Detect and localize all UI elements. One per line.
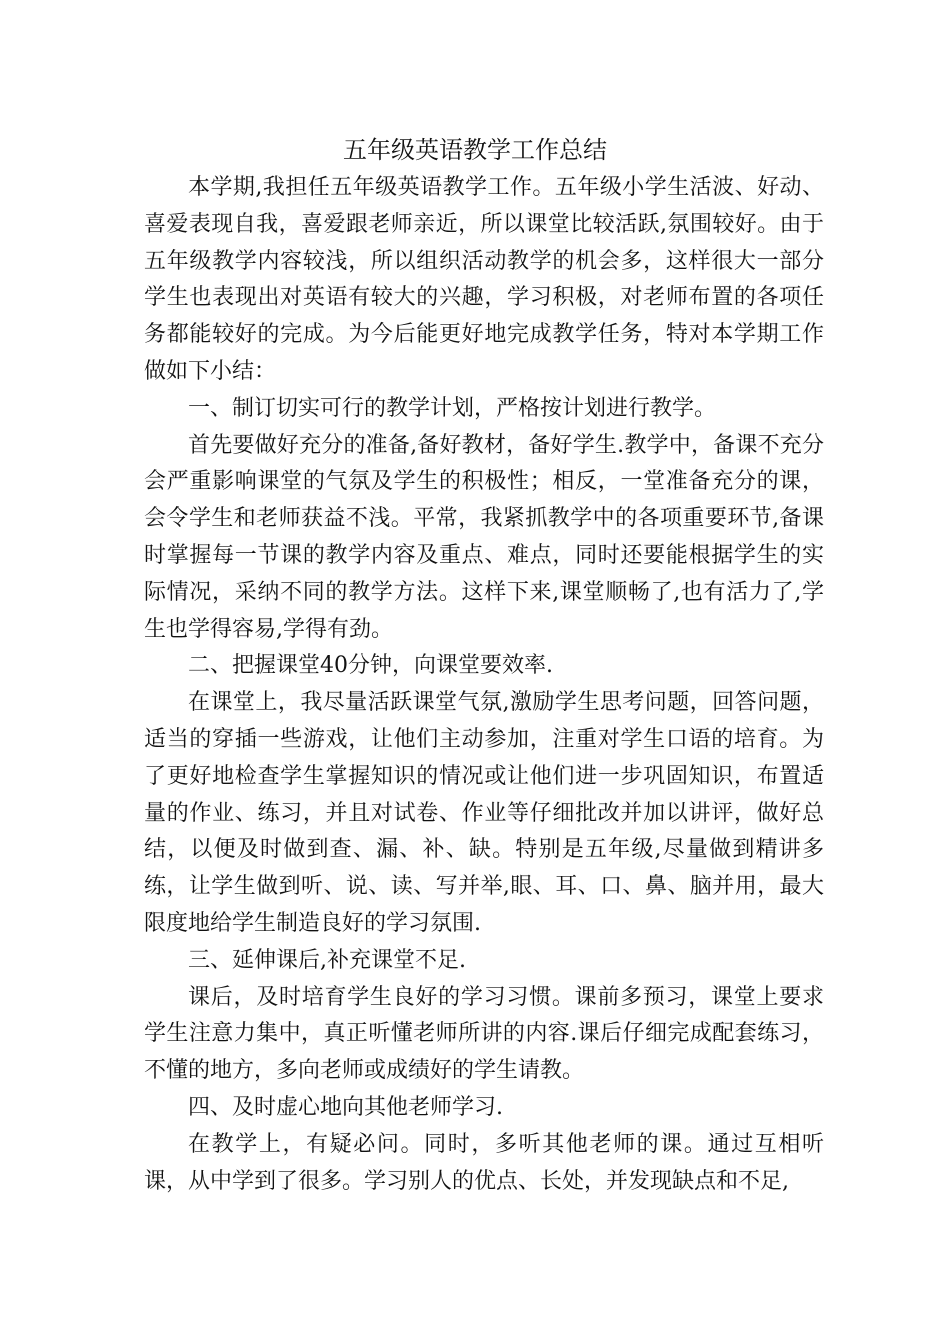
paragraph-intro: 本学期,我担任五年级英语教学工作。五年级小学生活波、好动、喜爱表现自我，喜爱跟老师亲近，所以课堂比较活跃,氛围较好。由于五年级教学内容较浅，所以组织活动教学的机会多，这样很大一部分学生也表现出对英语有较大的兴趣，学习积极，对老师布置的各项任务都能较好的完成。为今后能更好地完成教学任务，特对本学期工作做如下小结： <box>144 175 824 384</box>
section-heading-4: 四、及时虚心地向其他老师学习. <box>188 1094 503 1120</box>
section-heading-3: 三、延伸课后,补充课堂不足. <box>188 947 466 973</box>
paragraph-section-2: 在课堂上，我尽量活跃课堂气氛,激励学生思考问题，回答问题，适当的穿插一些游戏，让他们主动参加，注重对学生口语的培育。为了更好地检查学生掌握知识的情况或让他们进一步巩固知识，布置适量的作业、练习，并且对试卷、作业等仔细批改并加以讲评，做好总结，以便及时做到查、漏、补、缺。特别是五年级,尽量做到精讲多练，让学生做到听、说、读、写并举,眼、耳、口、鼻、脑并用，最大限度地给学生制造良好的学习氛围. <box>144 690 824 936</box>
section-heading-2: 二、把握课堂40分钟，向课堂要效率. <box>188 653 553 679</box>
section-heading-1: 一、制订切实可行的教学计划，严格按计划进行教学。 <box>188 395 717 421</box>
paragraph-section-1: 首先要做好充分的准备,备好教材，备好学生.教学中，备课不充分会严重影响课堂的气氛及学生的积极性；相反，一堂准备充分的课，会令学生和老师获益不浅。平常，我紧抓教学中的各项重要环节,备课时掌握每一节课的教学内容及重点、难点，同时还要能根据学生的实际情况，采纳不同的教学方法。这样下来,课堂顺畅了,也有活力了,学生也学得容易,学得有劲。 <box>144 432 824 642</box>
document-body <box>144 170 824 1200</box>
paragraph-section-3: 课后，及时培育学生良好的学习习惯。课前多预习，课堂上要求学生注意力集中，真正听懂老师所讲的内容.课后仔细完成配套练习，不懂的地方，多向老师或成绩好的学生请教。 <box>144 984 824 1084</box>
document-title: 五年级英语教学工作总结 <box>343 136 607 164</box>
paragraph-section-4: 在教学上，有疑必问。同时，多听其他老师的课。通过互相听课，从中学到了很多。学习别人的优点、长处，并发现缺点和不足, <box>144 1131 824 1194</box>
